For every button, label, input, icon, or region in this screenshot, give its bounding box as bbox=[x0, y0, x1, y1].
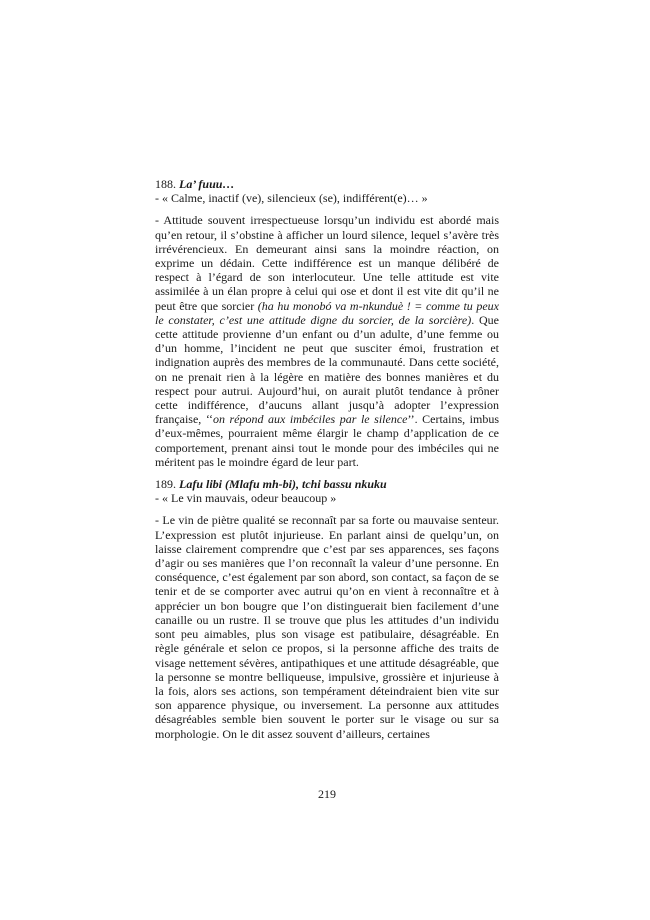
text-run-italic: on répond aux imbéciles par le silence bbox=[212, 412, 408, 427]
text-run-regular: ’’. Certains, imbus d’eux-mêmes, pourraient même élargir le champ d’application de ce comportement, prenant ainsi tout le monde pour des imbéciles qui ne méritent pas le moindre égard de leur part. bbox=[155, 412, 499, 469]
gloss bbox=[155, 191, 499, 205]
text-run-regular: 189. bbox=[155, 477, 179, 492]
paragraph bbox=[155, 513, 499, 740]
entry-heading bbox=[155, 177, 499, 191]
paragraph bbox=[155, 213, 499, 469]
text-run-bold-italic: La’ fuuu… bbox=[179, 177, 235, 191]
text-run-regular: - « Le vin mauvais, odeur beaucoup » bbox=[155, 491, 337, 506]
text-run-bold-italic: Lafu libi (Mlafu mh-bi), tchi bassu nkuku bbox=[179, 477, 387, 492]
text-run-regular: - « Calme, inactif (ve), silencieux (se), indifférent(e)… » bbox=[155, 191, 428, 206]
page-number: 219 bbox=[318, 787, 336, 801]
text-run-regular: - Attitude souvent irrespectueuse lorsqu’un individu est abordé mais qu’en retour, il s’obstine à afficher un lourd silence, lequel s’avère très irrévérencieux. En demeurant ainsi sans la moindre réaction, on exprime un dédain. Cette indifférence est un manque délibéré de respect à l’égard de son interlocuteur. Une telle attitude est vite assimilée à un élan propre à celui qui ose et dont il est vite dit qu’il ne peut être que sorcier bbox=[155, 213, 499, 313]
text-run-regular: - Le vin de piètre qualité se reconnaît par sa forte ou mauvaise senteur. L’expression est plutôt injurieuse. En parlant ainsi de quelqu’un, on laisse clairement comprendre que c’est par ses apparences, ses façons d’agir ou ses manières que l’on reconnaît la valeur d’une personne. En conséquence, c’est également par son abord, son contact, sa façon de se tenir et de se comporter avec autrui qu’on en vient à reconnaître et à apprécier un bon bougre que l’on distinguerait bien facilement d’une canaille ou un rustre. Il se trouve que plus les attitudes d’un individu sont peu aimables, plus son visage est patibulaire, désagréable. En règle générale et selon ce propos, si la personne affiche des traits de visage nettement sévères, antipathiques et une attitude désagréable, que la personne se montre belliqueuse, impulsive, grossière et injurieuse à la fois, alors ses actions, son tempérament déteindraient bien vite sur son apparence physique, ou inversement. La personne aux attitudes désagréables semble bien souvent le porter sur le visage ou sur sa morphologie. On le dit assez souvent d’ailleurs, certaines bbox=[155, 513, 499, 741]
text-column bbox=[155, 177, 499, 741]
entry-heading bbox=[155, 477, 499, 491]
text-run-italic: (ha hu monobó va m-nkunduè ! = comme tu peux le constater, c’est une attitude digne du sorcier, de la sorcière) bbox=[155, 298, 499, 327]
text-run-regular: 188. bbox=[155, 177, 179, 191]
gloss bbox=[155, 491, 499, 505]
text-run-regular: . Que cette attitude provienne d’un enfant ou d’un adulte, d’une femme ou d’un homme, l’incident ne peut que susciter émoi, frustration et indignation auprès des membres de la communauté. Dans cette société, on ne prenait rien à la légère en matière des bonnes manières et du respect pour autrui. Aujourd’hui, on aurait plutôt tendance à prôner cette indifférence, d’aucuns allant jusqu’à adopter l’expression française, ‘‘ bbox=[155, 312, 499, 427]
